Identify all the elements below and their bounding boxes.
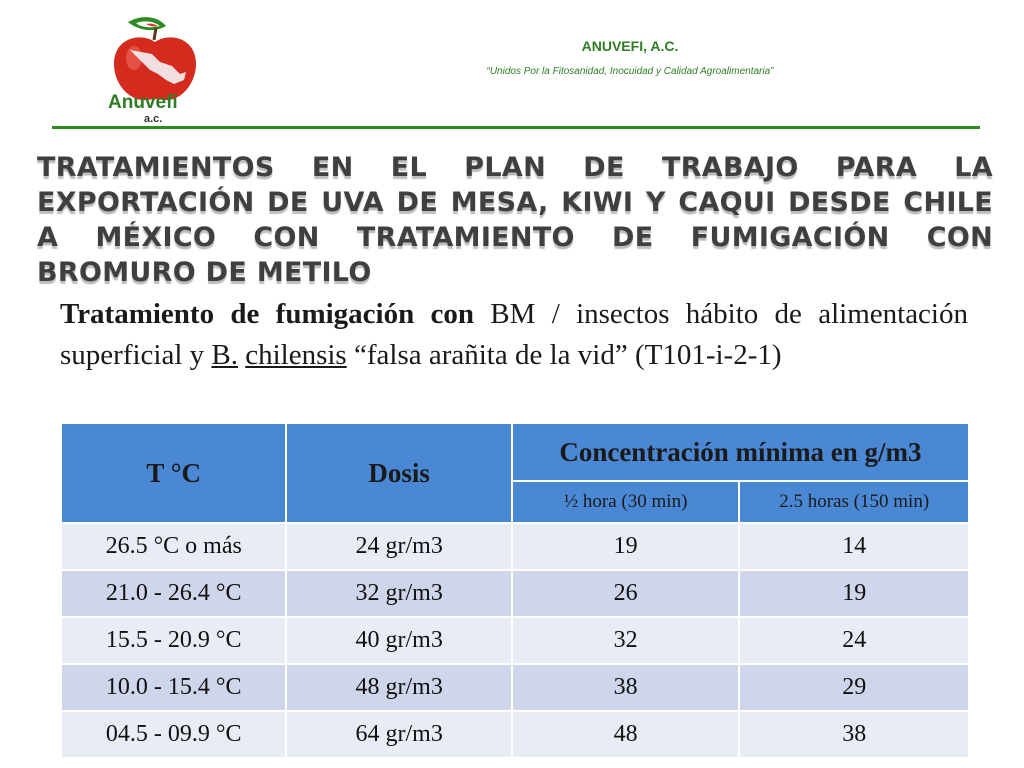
table-row — [61, 523, 969, 570]
cell-temperature: 21.0 - 26.4 °C — [61, 570, 286, 617]
header-150-min: 2.5 horas (150 min) — [739, 481, 969, 523]
cell-conc-30: 26 — [512, 570, 740, 617]
header-divider — [52, 126, 980, 129]
page-title: TRATAMIENTOS EN EL PLAN DE TRABAJO PARA LA EXPORTACIÓN DE UVA DE MESA, KIWI Y CAQUI DESDE CHILE A MÉXICO CON TRATAMIENTO DE FUMIGACIÓN CON BROMURO DE METILO — [37, 152, 993, 288]
treatment-description — [60, 294, 968, 376]
treatment-lead-bold: Tratamiento de fumigación con — [60, 298, 475, 330]
organization-motto: “Unidos Por la Fitosanidad, Inocuidad y Calidad Agroalimentaria” — [486, 66, 774, 77]
cell-dose: 32 gr/m3 — [286, 570, 511, 617]
cell-conc-30: 48 — [512, 711, 740, 758]
logo-wordmark: Anuvefi — [108, 92, 178, 113]
header-concentration: Concentración mínima en g/m3 — [512, 423, 969, 481]
header-temperature: T °C — [61, 423, 286, 523]
cell-temperature: 26.5 °C o más — [61, 523, 286, 570]
cell-conc-150: 29 — [739, 664, 969, 711]
cell-dose: 24 gr/m3 — [286, 523, 511, 570]
treatment-code: “falsa arañita de la vid” (T101-i-2-1) — [346, 339, 782, 371]
cell-dose: 48 gr/m3 — [286, 664, 511, 711]
cell-conc-150: 24 — [739, 617, 969, 664]
cell-dose: 64 gr/m3 — [286, 711, 511, 758]
cell-conc-150: 19 — [739, 570, 969, 617]
cell-temperature: 10.0 - 15.4 °C — [61, 664, 286, 711]
fumigation-table — [60, 422, 970, 759]
species-name: chilensis — [245, 339, 347, 371]
treatment-text: BM / insectos hábito de alimentación superficial y — [60, 298, 968, 371]
header-dose: Dosis — [286, 423, 511, 523]
cell-conc-150: 38 — [739, 711, 969, 758]
logo-subtext: a.c. — [144, 113, 163, 125]
cell-conc-150: 14 — [739, 523, 969, 570]
header-half-hour: ½ hora (30 min) — [512, 481, 740, 523]
cell-temperature: 15.5 - 20.9 °C — [61, 617, 286, 664]
table-row — [61, 570, 969, 617]
cell-conc-30: 38 — [512, 664, 740, 711]
organization-name: ANUVEFI, A.C. — [581, 38, 679, 54]
table-row — [61, 711, 969, 758]
cell-temperature: 04.5 - 09.9 °C — [61, 711, 286, 758]
genus-name: B. — [211, 339, 238, 371]
table-row — [61, 617, 969, 664]
cell-dose: 40 gr/m3 — [286, 617, 511, 664]
cell-conc-30: 19 — [512, 523, 740, 570]
table-row — [61, 664, 969, 711]
cell-conc-30: 32 — [512, 617, 740, 664]
